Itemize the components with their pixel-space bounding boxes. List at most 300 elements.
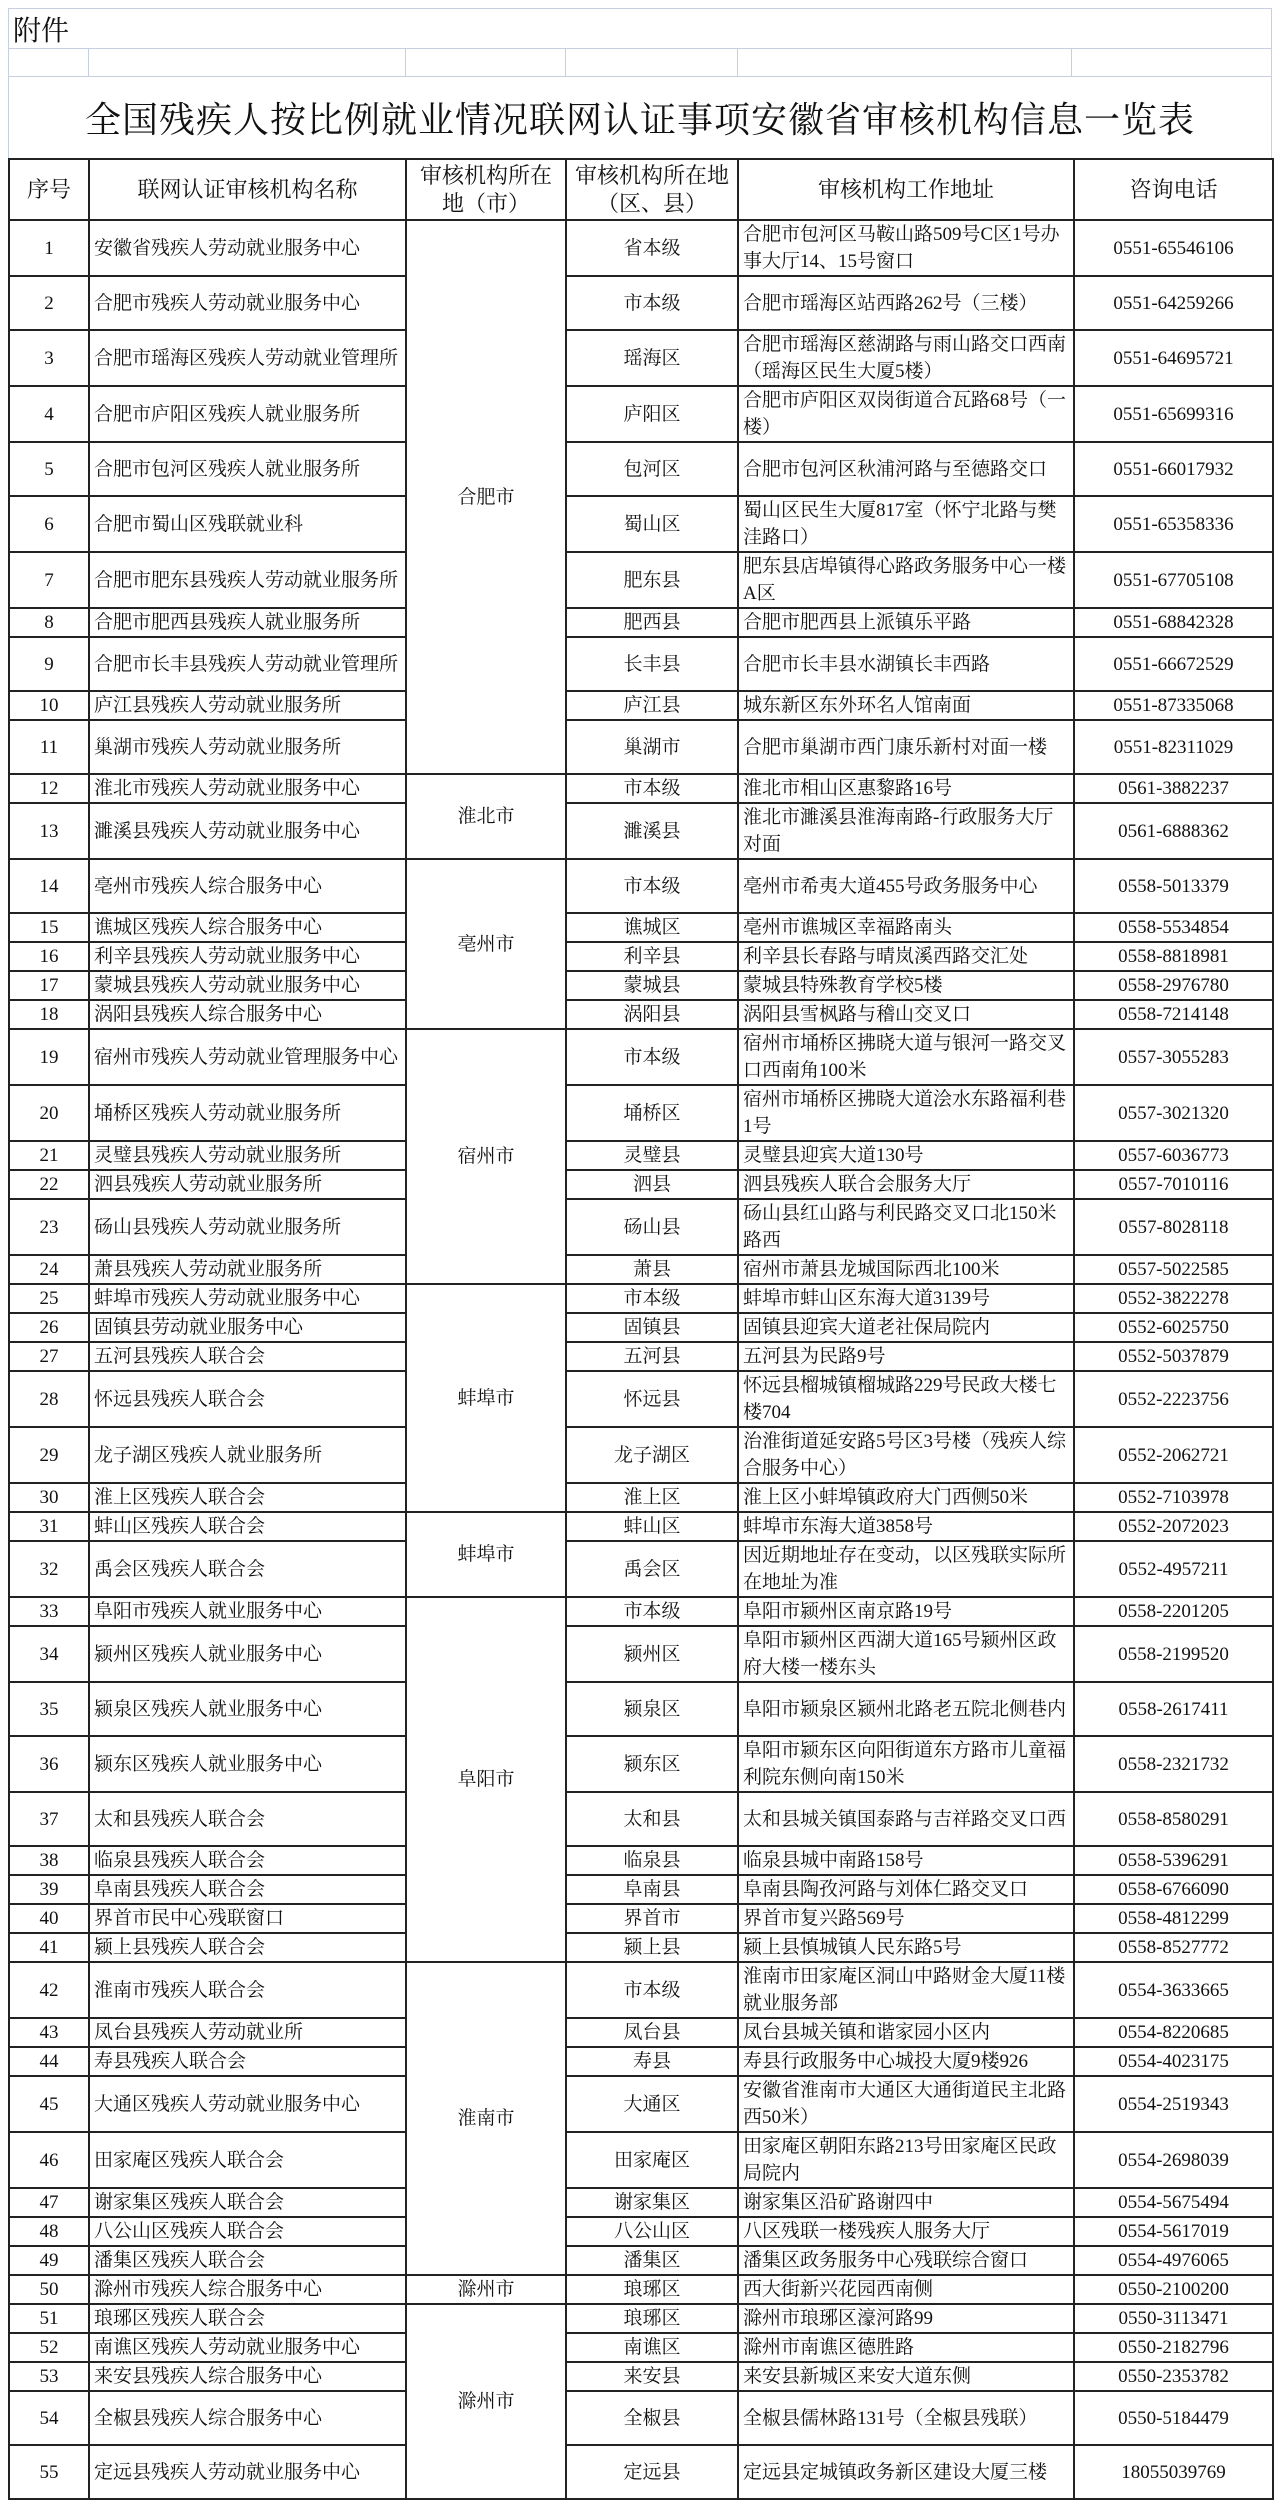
cell-district[interactable]: 市本级 — [566, 774, 738, 803]
cell-phone[interactable]: 0551-64695721 — [1074, 330, 1273, 386]
table-row — [9, 1199, 1273, 1255]
cell-seq[interactable]: 55 — [9, 2445, 89, 2499]
cell-district[interactable]: 南谯区 — [566, 2333, 738, 2362]
cell-seq[interactable]: 47 — [9, 2188, 89, 2217]
cell-seq[interactable]: 35 — [9, 1682, 89, 1736]
cell-district[interactable]: 固镇县 — [566, 1313, 738, 1342]
cell-address[interactable]: 合肥市庐阳区双岗街道合瓦路68号（一楼） — [738, 386, 1074, 442]
cell-district[interactable]: 颍州区 — [566, 1626, 738, 1682]
cell-phone[interactable]: 0554-8220685 — [1074, 2018, 1273, 2047]
cell-district[interactable]: 八公山区 — [566, 2217, 738, 2246]
cell-name[interactable]: 淮南市残疾人联合会 — [89, 1962, 406, 2018]
blank-cell[interactable] — [9, 49, 89, 76]
cell-name[interactable]: 颍州区残疾人就业服务中心 — [89, 1626, 406, 1682]
cell-name[interactable]: 琅琊区残疾人联合会 — [89, 2304, 406, 2333]
blank-cell[interactable] — [566, 49, 738, 76]
cell-seq[interactable]: 40 — [9, 1904, 89, 1933]
cell-phone[interactable]: 0552-4957211 — [1074, 1541, 1273, 1597]
cell-phone[interactable]: 0552-7103978 — [1074, 1483, 1273, 1512]
cell-seq[interactable]: 38 — [9, 1846, 89, 1875]
cell-name[interactable]: 庐江县残疾人劳动就业服务所 — [89, 691, 406, 720]
cell-district[interactable]: 埇桥区 — [566, 1085, 738, 1141]
cell-address[interactable]: 潘集区政务服务中心残联综合窗口 — [738, 2246, 1074, 2275]
cell-district[interactable]: 界首市 — [566, 1904, 738, 1933]
blank-cell[interactable] — [89, 49, 406, 76]
cell-name[interactable]: 阜南县残疾人联合会 — [89, 1875, 406, 1904]
cell-phone[interactable]: 0554-4976065 — [1074, 2246, 1273, 2275]
cell-address[interactable]: 涡阳县雪枫路与稽山交叉口 — [738, 1000, 1074, 1029]
cell-city[interactable]: 合肥市 — [406, 220, 566, 774]
cell-district[interactable]: 肥东县 — [566, 552, 738, 608]
cell-name[interactable]: 定远县残疾人劳动就业服务中心 — [89, 2445, 406, 2499]
cell-address[interactable]: 淮北市濉溪县淮海南路-行政服务大厅对面 — [738, 803, 1074, 859]
cell-name[interactable]: 阜阳市残疾人就业服务中心 — [89, 1597, 406, 1626]
cell-phone[interactable]: 0558-8580291 — [1074, 1792, 1273, 1846]
cell-seq[interactable]: 28 — [9, 1371, 89, 1427]
cell-city[interactable]: 淮北市 — [406, 774, 566, 859]
cell-seq[interactable]: 2 — [9, 276, 89, 330]
institution-table — [8, 158, 1274, 2500]
cell-district[interactable]: 五河县 — [566, 1342, 738, 1371]
cell-address[interactable]: 太和县城关镇国泰路与吉祥路交叉口西 — [738, 1792, 1074, 1846]
cell-phone[interactable]: 0557-8028118 — [1074, 1199, 1273, 1255]
cell-phone[interactable]: 0554-5675494 — [1074, 2188, 1273, 2217]
cell-seq[interactable]: 34 — [9, 1626, 89, 1682]
cell-address[interactable]: 西大街新兴花园西南侧 — [738, 2275, 1074, 2304]
cell-city[interactable]: 亳州市 — [406, 859, 566, 1029]
cell-seq[interactable]: 15 — [9, 913, 89, 942]
cell-seq[interactable]: 36 — [9, 1736, 89, 1792]
cell-district[interactable]: 怀远县 — [566, 1371, 738, 1427]
cell-district[interactable]: 庐阳区 — [566, 386, 738, 442]
cell-address[interactable]: 灵璧县迎宾大道130号 — [738, 1141, 1074, 1170]
cell-address[interactable]: 安徽省淮南市大通区大通街道民主北路西50米） — [738, 2076, 1074, 2132]
cell-name[interactable]: 合肥市残疾人劳动就业服务中心 — [89, 276, 406, 330]
cell-name[interactable]: 太和县残疾人联合会 — [89, 1792, 406, 1846]
cell-phone[interactable]: 0558-2199520 — [1074, 1626, 1273, 1682]
table-row — [9, 2047, 1273, 2076]
cell-seq[interactable]: 1 — [9, 220, 89, 276]
cell-phone[interactable]: 0557-3021320 — [1074, 1085, 1273, 1141]
cell-district[interactable]: 颍泉区 — [566, 1682, 738, 1736]
cell-phone[interactable]: 0558-2321732 — [1074, 1736, 1273, 1792]
cell-name[interactable]: 砀山县残疾人劳动就业服务所 — [89, 1199, 406, 1255]
cell-name[interactable]: 凤台县残疾人劳动就业所 — [89, 2018, 406, 2047]
cell-phone[interactable]: 0550-5184479 — [1074, 2391, 1273, 2445]
cell-seq[interactable]: 11 — [9, 720, 89, 774]
cell-phone[interactable]: 0557-6036773 — [1074, 1141, 1273, 1170]
cell-seq[interactable]: 21 — [9, 1141, 89, 1170]
cell-address[interactable]: 滁州市南谯区德胜路 — [738, 2333, 1074, 2362]
cell-address[interactable]: 淮上区小蚌埠镇政府大门西侧50米 — [738, 1483, 1074, 1512]
cell-phone[interactable]: 0552-3822278 — [1074, 1284, 1273, 1313]
cell-phone[interactable]: 0561-3882237 — [1074, 774, 1273, 803]
cell-district[interactable]: 蜀山区 — [566, 496, 738, 552]
cell-name[interactable]: 蚌埠市残疾人劳动就业服务中心 — [89, 1284, 406, 1313]
cell-name[interactable]: 蚌山区残疾人联合会 — [89, 1512, 406, 1541]
cell-name[interactable]: 颍上县残疾人联合会 — [89, 1933, 406, 1962]
cell-seq[interactable]: 14 — [9, 859, 89, 913]
cell-name[interactable]: 安徽省残疾人劳动就业服务中心 — [89, 220, 406, 276]
cell-phone[interactable]: 0558-2976780 — [1074, 971, 1273, 1000]
cell-city[interactable]: 宿州市 — [406, 1029, 566, 1284]
cell-district[interactable]: 田家庵区 — [566, 2132, 738, 2188]
cell-district[interactable]: 省本级 — [566, 220, 738, 276]
cell-address[interactable]: 蚌埠市蚌山区东海大道3139号 — [738, 1284, 1074, 1313]
cell-phone[interactable]: 0550-2100200 — [1074, 2275, 1273, 2304]
cell-address[interactable]: 凤台县城关镇和谐家园小区内 — [738, 2018, 1074, 2047]
cell-phone[interactable]: 0551-65699316 — [1074, 386, 1273, 442]
cell-name[interactable]: 临泉县残疾人联合会 — [89, 1846, 406, 1875]
cell-phone[interactable]: 0558-7214148 — [1074, 1000, 1273, 1029]
cell-seq[interactable]: 52 — [9, 2333, 89, 2362]
cell-district[interactable]: 淮上区 — [566, 1483, 738, 1512]
cell-seq[interactable]: 51 — [9, 2304, 89, 2333]
cell-phone[interactable]: 0550-2182796 — [1074, 2333, 1273, 2362]
cell-address[interactable]: 宿州市萧县龙城国际西北100米 — [738, 1255, 1074, 1284]
cell-seq[interactable]: 22 — [9, 1170, 89, 1199]
cell-district[interactable]: 肥西县 — [566, 608, 738, 637]
cell-name[interactable]: 八公山区残疾人联合会 — [89, 2217, 406, 2246]
cell-name[interactable]: 谢家集区残疾人联合会 — [89, 2188, 406, 2217]
cell-address[interactable]: 固镇县迎宾大道老社保局院内 — [738, 1313, 1074, 1342]
cell-address[interactable]: 利辛县长春路与晴岚溪西路交汇处 — [738, 942, 1074, 971]
cell-seq[interactable]: 19 — [9, 1029, 89, 1085]
cell-name[interactable]: 颍泉区残疾人就业服务中心 — [89, 1682, 406, 1736]
cell-address[interactable]: 城东新区东外环名人馆南面 — [738, 691, 1074, 720]
cell-district[interactable]: 砀山县 — [566, 1199, 738, 1255]
cell-address[interactable]: 全椒县儒林路131号（全椒县残联） — [738, 2391, 1074, 2445]
cell-name[interactable]: 颍东区残疾人就业服务中心 — [89, 1736, 406, 1792]
cell-city[interactable]: 淮南市 — [406, 1962, 566, 2275]
table-row — [9, 942, 1273, 971]
cell-seq[interactable]: 27 — [9, 1342, 89, 1371]
cell-district[interactable]: 来安县 — [566, 2362, 738, 2391]
cell-seq[interactable]: 12 — [9, 774, 89, 803]
cell-address[interactable]: 合肥市瑶海区站西路262号（三楼） — [738, 276, 1074, 330]
cell-seq[interactable]: 16 — [9, 942, 89, 971]
cell-seq[interactable]: 13 — [9, 803, 89, 859]
cell-phone[interactable]: 0552-2062721 — [1074, 1427, 1273, 1483]
table-row — [9, 2333, 1273, 2362]
cell-phone[interactable]: 0558-4812299 — [1074, 1904, 1273, 1933]
cell-seq[interactable]: 7 — [9, 552, 89, 608]
cell-address[interactable]: 阜阳市颍东区向阳街道东方路市儿童福利院东侧向南150米 — [738, 1736, 1074, 1792]
cell-district[interactable]: 利辛县 — [566, 942, 738, 971]
cell-seq[interactable]: 53 — [9, 2362, 89, 2391]
blank-cell[interactable] — [738, 49, 1072, 76]
cell-address[interactable]: 合肥市包河区马鞍山路509号C区1号办事大厅14、15号窗口 — [738, 220, 1074, 276]
cell-address[interactable]: 合肥市巢湖市西门康乐新村对面一楼 — [738, 720, 1074, 774]
cell-seq[interactable]: 10 — [9, 691, 89, 720]
cell-district[interactable]: 濉溪县 — [566, 803, 738, 859]
cell-seq[interactable]: 42 — [9, 1962, 89, 2018]
cell-district[interactable]: 寿县 — [566, 2047, 738, 2076]
cell-address[interactable]: 阜阳市颍州区西湖大道165号颍州区政府大楼一楼东头 — [738, 1626, 1074, 1682]
cell-phone[interactable]: 0554-2698039 — [1074, 2132, 1273, 2188]
cell-seq[interactable]: 50 — [9, 2275, 89, 2304]
cell-phone[interactable]: 0551-64259266 — [1074, 276, 1273, 330]
cell-name[interactable]: 灵璧县残疾人劳动就业服务所 — [89, 1141, 406, 1170]
cell-name[interactable]: 淮上区残疾人联合会 — [89, 1483, 406, 1512]
cell-name[interactable]: 合肥市庐阳区残疾人就业服务所 — [89, 386, 406, 442]
cell-phone[interactable]: 0557-3055283 — [1074, 1029, 1273, 1085]
cell-address[interactable]: 颍上县慎城镇人民东路5号 — [738, 1933, 1074, 1962]
cell-address[interactable]: 泗县残疾人联合会服务大厅 — [738, 1170, 1074, 1199]
cell-address[interactable]: 亳州市希夷大道455号政务服务中心 — [738, 859, 1074, 913]
cell-name[interactable]: 潘集区残疾人联合会 — [89, 2246, 406, 2275]
cell-address[interactable]: 合肥市长丰县水湖镇长丰西路 — [738, 637, 1074, 691]
cell-name[interactable]: 濉溪县残疾人劳动就业服务中心 — [89, 803, 406, 859]
cell-address[interactable]: 五河县为民路9号 — [738, 1342, 1074, 1371]
cell-phone[interactable]: 0551-67705108 — [1074, 552, 1273, 608]
cell-phone[interactable]: 0551-66672529 — [1074, 637, 1273, 691]
cell-name[interactable]: 合肥市蜀山区残联就业科 — [89, 496, 406, 552]
cell-seq[interactable]: 18 — [9, 1000, 89, 1029]
cell-district[interactable]: 市本级 — [566, 1284, 738, 1313]
cell-seq[interactable]: 23 — [9, 1199, 89, 1255]
cell-seq[interactable]: 49 — [9, 2246, 89, 2275]
cell-district[interactable]: 定远县 — [566, 2445, 738, 2499]
cell-seq[interactable]: 9 — [9, 637, 89, 691]
cell-district[interactable]: 市本级 — [566, 1597, 738, 1626]
cell-seq[interactable]: 39 — [9, 1875, 89, 1904]
cell-phone[interactable]: 0554-4023175 — [1074, 2047, 1273, 2076]
header-phone: 咨询电话 — [1074, 159, 1273, 220]
cell-address[interactable]: 阜阳市颍泉区颍州北路老五院北侧巷内 — [738, 1682, 1074, 1736]
cell-address[interactable]: 谢家集区沿矿路谢四中 — [738, 2188, 1074, 2217]
cell-district[interactable]: 长丰县 — [566, 637, 738, 691]
cell-district[interactable]: 市本级 — [566, 276, 738, 330]
cell-phone[interactable]: 0552-2223756 — [1074, 1371, 1273, 1427]
cell-name[interactable]: 淮北市残疾人劳动就业服务中心 — [89, 774, 406, 803]
cell-name[interactable]: 固镇县劳动就业服务中心 — [89, 1313, 406, 1342]
cell-district[interactable]: 琅琊区 — [566, 2275, 738, 2304]
cell-city[interactable]: 阜阳市 — [406, 1597, 566, 1962]
cell-phone[interactable]: 0552-6025750 — [1074, 1313, 1273, 1342]
cell-name[interactable]: 埇桥区残疾人劳动就业服务所 — [89, 1085, 406, 1141]
cell-seq[interactable]: 33 — [9, 1597, 89, 1626]
cell-address[interactable]: 寿县行政服务中心城投大厦9楼926 — [738, 2047, 1074, 2076]
cell-address[interactable]: 田家庵区朝阳东路213号田家庵区民政局院内 — [738, 2132, 1074, 2188]
cell-name[interactable]: 合肥市长丰县残疾人劳动就业管理所 — [89, 637, 406, 691]
cell-name[interactable]: 合肥市瑶海区残疾人劳动就业管理所 — [89, 330, 406, 386]
cell-district[interactable]: 琅琊区 — [566, 2304, 738, 2333]
cell-name[interactable]: 来安县残疾人综合服务中心 — [89, 2362, 406, 2391]
cell-phone[interactable]: 0551-65546106 — [1074, 220, 1273, 276]
cell-seq[interactable]: 45 — [9, 2076, 89, 2132]
cell-district[interactable]: 禹会区 — [566, 1541, 738, 1597]
cell-name[interactable]: 五河县残疾人联合会 — [89, 1342, 406, 1371]
cell-phone[interactable]: 0554-2519343 — [1074, 2076, 1273, 2132]
cell-name[interactable]: 大通区残疾人劳动就业服务中心 — [89, 2076, 406, 2132]
cell-address[interactable]: 蜀山区民生大厦817室（怀宁北路与樊洼路口） — [738, 496, 1074, 552]
cell-seq[interactable]: 37 — [9, 1792, 89, 1846]
cell-phone[interactable]: 0558-5534854 — [1074, 913, 1273, 942]
cell-name[interactable]: 亳州市残疾人综合服务中心 — [89, 859, 406, 913]
cell-name[interactable]: 泗县残疾人劳动就业服务所 — [89, 1170, 406, 1199]
cell-seq[interactable]: 44 — [9, 2047, 89, 2076]
cell-phone[interactable]: 0552-5037879 — [1074, 1342, 1273, 1371]
cell-seq[interactable]: 17 — [9, 971, 89, 1000]
cell-seq[interactable]: 4 — [9, 386, 89, 442]
cell-name[interactable]: 全椒县残疾人综合服务中心 — [89, 2391, 406, 2445]
cell-seq[interactable]: 48 — [9, 2217, 89, 2246]
cell-phone[interactable]: 18055039769 — [1074, 2445, 1273, 2499]
cell-district[interactable]: 巢湖市 — [566, 720, 738, 774]
cell-seq[interactable]: 6 — [9, 496, 89, 552]
cell-district[interactable]: 谯城区 — [566, 913, 738, 942]
cell-phone[interactable]: 0552-2072023 — [1074, 1512, 1273, 1541]
cell-district[interactable]: 谢家集区 — [566, 2188, 738, 2217]
table-row — [9, 2217, 1273, 2246]
cell-district[interactable]: 萧县 — [566, 1255, 738, 1284]
cell-address[interactable]: 来安县新城区来安大道东侧 — [738, 2362, 1074, 2391]
cell-phone[interactable]: 0557-7010116 — [1074, 1170, 1273, 1199]
blank-cell[interactable] — [406, 49, 566, 76]
cell-phone[interactable]: 0558-2617411 — [1074, 1682, 1273, 1736]
cell-phone[interactable]: 0551-68842328 — [1074, 608, 1273, 637]
cell-seq[interactable]: 8 — [9, 608, 89, 637]
cell-address[interactable]: 定远县定城镇政务新区建设大厦三楼 — [738, 2445, 1074, 2499]
cell-phone[interactable]: 0561-6888362 — [1074, 803, 1273, 859]
cell-address[interactable]: 阜阳市颍州区南京路19号 — [738, 1597, 1074, 1626]
blank-cell[interactable] — [1072, 49, 1271, 76]
cell-seq[interactable]: 29 — [9, 1427, 89, 1483]
cell-district[interactable]: 全椒县 — [566, 2391, 738, 2445]
cell-district[interactable]: 泗县 — [566, 1170, 738, 1199]
cell-district[interactable]: 市本级 — [566, 859, 738, 913]
cell-address[interactable]: 蚌埠市东海大道3858号 — [738, 1512, 1074, 1541]
cell-address[interactable]: 宿州市埇桥区拂晓大道浍水东路福利巷1号 — [738, 1085, 1074, 1141]
cell-name[interactable]: 禹会区残疾人联合会 — [89, 1541, 406, 1597]
cell-name[interactable]: 南谯区残疾人劳动就业服务中心 — [89, 2333, 406, 2362]
cell-phone[interactable]: 0554-5617019 — [1074, 2217, 1273, 2246]
cell-name[interactable]: 萧县残疾人劳动就业服务所 — [89, 1255, 406, 1284]
cell-seq[interactable]: 3 — [9, 330, 89, 386]
cell-phone[interactable]: 0551-87335068 — [1074, 691, 1273, 720]
cell-phone[interactable]: 0550-2353782 — [1074, 2362, 1273, 2391]
cell-name[interactable]: 巢湖市残疾人劳动就业服务所 — [89, 720, 406, 774]
cell-name[interactable]: 龙子湖区残疾人就业服务所 — [89, 1427, 406, 1483]
cell-phone[interactable]: 0558-6766090 — [1074, 1875, 1273, 1904]
cell-seq[interactable]: 30 — [9, 1483, 89, 1512]
cell-seq[interactable]: 43 — [9, 2018, 89, 2047]
cell-address[interactable]: 滁州市琅琊区濠河路99 — [738, 2304, 1074, 2333]
cell-district[interactable]: 太和县 — [566, 1792, 738, 1846]
cell-address[interactable]: 界首市复兴路569号 — [738, 1904, 1074, 1933]
cell-address[interactable]: 合肥市瑶海区慈湖路与雨山路交口西南（瑶海区民生大厦5楼） — [738, 330, 1074, 386]
cell-address[interactable]: 蒙城县特殊教育学校5楼 — [738, 971, 1074, 1000]
header-name: 联网认证审核机构名称 — [89, 159, 406, 220]
cell-address[interactable]: 砀山县红山路与利民路交叉口北150米路西 — [738, 1199, 1074, 1255]
cell-name[interactable]: 蒙城县残疾人劳动就业服务中心 — [89, 971, 406, 1000]
cell-address[interactable]: 宿州市埇桥区拂晓大道与银河一路交叉口西南角100米 — [738, 1029, 1074, 1085]
cell-address[interactable]: 因近期地址存在变动，以区残联实际所在地址为准 — [738, 1541, 1074, 1597]
cell-phone[interactable]: 0558-5396291 — [1074, 1846, 1273, 1875]
cell-district[interactable]: 蚌山区 — [566, 1512, 738, 1541]
cell-name[interactable]: 合肥市肥西县残疾人就业服务所 — [89, 608, 406, 637]
cell-name[interactable]: 利辛县残疾人劳动就业服务中心 — [89, 942, 406, 971]
cell-phone[interactable]: 0551-66017932 — [1074, 442, 1273, 496]
cell-name[interactable]: 寿县残疾人联合会 — [89, 2047, 406, 2076]
cell-address[interactable]: 阜南县陶孜河路与刘体仁路交叉口 — [738, 1875, 1074, 1904]
cell-district[interactable]: 瑶海区 — [566, 330, 738, 386]
cell-seq[interactable]: 5 — [9, 442, 89, 496]
cell-address[interactable]: 肥东县店埠镇得心路政务服务中心一楼A区 — [738, 552, 1074, 608]
cell-name[interactable]: 界首市民中心残联窗口 — [89, 1904, 406, 1933]
cell-name[interactable]: 田家庵区残疾人联合会 — [89, 2132, 406, 2188]
cell-seq[interactable]: 24 — [9, 1255, 89, 1284]
cell-address[interactable]: 八区残联一楼残疾人服务大厅 — [738, 2217, 1074, 2246]
cell-phone[interactable]: 0558-2201205 — [1074, 1597, 1273, 1626]
cell-address[interactable]: 临泉县城中南路158号 — [738, 1846, 1074, 1875]
cell-seq[interactable]: 46 — [9, 2132, 89, 2188]
cell-district[interactable]: 凤台县 — [566, 2018, 738, 2047]
cell-district[interactable]: 市本级 — [566, 1029, 738, 1085]
cell-city[interactable]: 蚌埠市 — [406, 1512, 566, 1597]
cell-name[interactable]: 谯城区残疾人综合服务中心 — [89, 913, 406, 942]
cell-address[interactable]: 治淮街道延安路5号区3号楼（残疾人综合服务中心） — [738, 1427, 1074, 1483]
cell-district[interactable]: 庐江县 — [566, 691, 738, 720]
cell-district[interactable]: 市本级 — [566, 1962, 738, 2018]
cell-district[interactable]: 蒙城县 — [566, 971, 738, 1000]
cell-phone[interactable]: 0558-5013379 — [1074, 859, 1273, 913]
cell-seq[interactable]: 25 — [9, 1284, 89, 1313]
cell-address[interactable]: 淮北市相山区惠黎路16号 — [738, 774, 1074, 803]
cell-city[interactable]: 滁州市 — [406, 2304, 566, 2499]
cell-name[interactable]: 合肥市包河区残疾人就业服务所 — [89, 442, 406, 496]
cell-phone[interactable]: 0554-3633665 — [1074, 1962, 1273, 2018]
cell-phone[interactable]: 0557-5022585 — [1074, 1255, 1273, 1284]
table-row — [9, 1597, 1273, 1626]
cell-address[interactable]: 亳州市谯城区幸福路南头 — [738, 913, 1074, 942]
cell-district[interactable]: 颍上县 — [566, 1933, 738, 1962]
cell-seq[interactable]: 32 — [9, 1541, 89, 1597]
cell-district[interactable]: 大通区 — [566, 2076, 738, 2132]
cell-phone[interactable]: 0558-8527772 — [1074, 1933, 1273, 1962]
cell-city[interactable]: 滁州市 — [406, 2275, 566, 2304]
cell-seq[interactable]: 26 — [9, 1313, 89, 1342]
cell-district[interactable]: 涡阳县 — [566, 1000, 738, 1029]
cell-district[interactable]: 潘集区 — [566, 2246, 738, 2275]
cell-phone[interactable]: 0551-65358336 — [1074, 496, 1273, 552]
cell-phone[interactable]: 0551-82311029 — [1074, 720, 1273, 774]
cell-seq[interactable]: 41 — [9, 1933, 89, 1962]
cell-district[interactable]: 临泉县 — [566, 1846, 738, 1875]
cell-name[interactable]: 合肥市肥东县残疾人劳动就业服务所 — [89, 552, 406, 608]
cell-name[interactable]: 涡阳县残疾人综合服务中心 — [89, 1000, 406, 1029]
cell-city[interactable]: 蚌埠市 — [406, 1284, 566, 1512]
cell-address[interactable]: 淮南市田家庵区洞山中路财金大厦11楼就业服务部 — [738, 1962, 1074, 2018]
cell-seq[interactable]: 20 — [9, 1085, 89, 1141]
cell-phone[interactable]: 0558-8818981 — [1074, 942, 1273, 971]
cell-district[interactable]: 灵璧县 — [566, 1141, 738, 1170]
cell-name[interactable]: 宿州市残疾人劳动就业管理服务中心 — [89, 1029, 406, 1085]
cell-district[interactable]: 颍东区 — [566, 1736, 738, 1792]
cell-district[interactable]: 龙子湖区 — [566, 1427, 738, 1483]
cell-address[interactable]: 怀远县榴城镇榴城路229号民政大楼七楼704 — [738, 1371, 1074, 1427]
cell-phone[interactable]: 0550-3113471 — [1074, 2304, 1273, 2333]
cell-seq[interactable]: 54 — [9, 2391, 89, 2445]
cell-name[interactable]: 怀远县残疾人联合会 — [89, 1371, 406, 1427]
cell-name[interactable]: 滁州市残疾人综合服务中心 — [89, 2275, 406, 2304]
cell-address[interactable]: 合肥市肥西县上派镇乐平路 — [738, 608, 1074, 637]
cell-district[interactable]: 阜南县 — [566, 1875, 738, 1904]
cell-address[interactable]: 合肥市包河区秋浦河路与至德路交口 — [738, 442, 1074, 496]
cell-seq[interactable]: 31 — [9, 1512, 89, 1541]
cell-district[interactable]: 包河区 — [566, 442, 738, 496]
